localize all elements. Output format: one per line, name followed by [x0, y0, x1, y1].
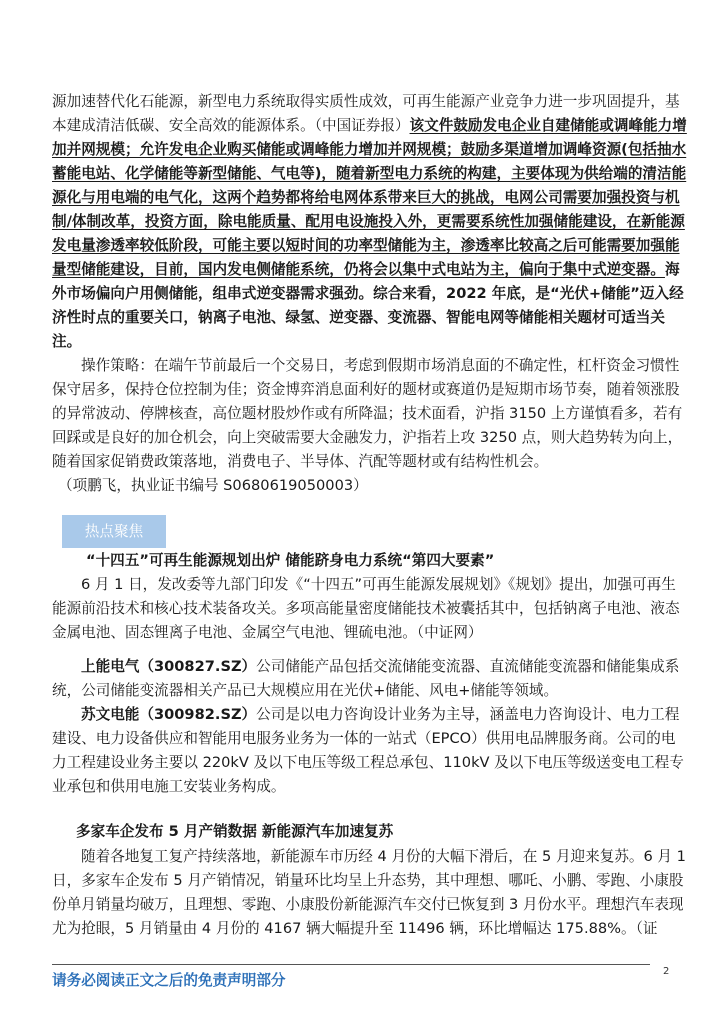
policy-paragraph — [52, 90, 687, 354]
footer-divider — [52, 964, 650, 965]
hot1-company2 — [52, 703, 687, 799]
strategy-author — [58, 474, 693, 498]
hot2-body — [52, 845, 687, 941]
hot1-body — [52, 573, 687, 645]
author-note: （项鹏飞，执业证书编号 S0680619050003） — [58, 477, 368, 494]
company1-text: 公司储能产品包括交流储能变流器、直流储能变流器和储能集成系统，公司储能变流器相关产品已大规模应用在光伏+储能、风电+储能等领域。 — [52, 658, 680, 699]
policy-emphasis: 海外市场偏向户用侧储能，组串式逆变器需求强劲。综合来看，2022 年底，是“光伏+储能”迈入经济性时点的重要关口，钠离子电池、绿氢、逆变器、变流器、智能电网等储能相关题材可适当关注。 — [52, 261, 684, 350]
strategy-paragraph — [52, 354, 687, 474]
page-number: 2 — [663, 966, 670, 977]
hot1-body-text: 6 月 1 日，发改委等九部门印发《“十四五”可再生能源发展规划》《规划》提出，加强可再生能源前沿技术和核心技术装备攻关。多项高能量密度储能技术被囊括其中，包括钠离子电池、液态金属电池、固态锂离子电池、金属空气电池、锂硫电池。（中证网） — [52, 576, 680, 641]
company2-text: 公司是以电力咨询设计业务为主导，涵盖电力咨询设计、电力工程建设、电力设备供应和智能用电服务业务为一体的一站式（EPCO）供用电品牌服务商。公司的电力工程建设业务主要以 220kV 及以下电压等级工程总承包、110kV 及以下电压等级送变电工程专业承包和供用电施工安装业务构成。 — [52, 706, 684, 795]
policy-emphasis-underlined: 该文件鼓励发电企业自建储能或调峰能力增加并网规模；允许发电企业购买储能或调峰能力增加并网规模；鼓励多渠道增加调峰资源(包括抽水蓄能电站、化学储能等新型储能、气电等)，随着新型电力系统的构建，主要体现为供给端的清洁能源化与用电端的电气化，这两个趋势都将给电网体系带来巨大的挑战，电网公司需要加强投资与机制/体制改革，投资方面，除电能质量、配用电设施投入外，更需要系统性加强储能建设，在新能源发电量渗透率较低阶段，可能主要以短时间的功率型储能为主，渗透率比较高之后可能需要加强能量型储能建设，目前，国内发电侧储能系统，仍将会以集中式电站为主，偏向于集中式逆变器。 — [52, 117, 687, 278]
policy-lead-text: 源加速替代化石能源，新型电力系统取得实质性成效，可再生能源产业竞争力进一步巩固提升，基本建成清洁低碳、安全高效的能源体系。（中国证券报） — [52, 93, 680, 134]
company2-name: 苏文电能（300982.SZ） — [81, 706, 257, 723]
hot1-company1 — [52, 655, 687, 703]
company1-name: 上能电气（300827.SZ） — [81, 658, 257, 675]
strategy-text: 操作策略：在端午节前最后一个交易日，考虑到假期市场消息面的不确定性，杠杆资金习惯性保守居多，保持仓位控制为佳；资金博弈消息面利好的题材或赛道仍是短期市场节奏，随着领涨股的异常波动、停牌核查，高位题材股炒作或有所降温；技术面看，沪指 3150 上方谨慎看多，若有回踩或是良好的加仓机会，向上突破需要大金融发力，沪指若上攻 3250 点，则大趋势转为向上，随着国家促销费政策落地，消费电子、半导体、汽配等题材或有结构性机会。 — [52, 357, 683, 470]
hot2-title: 多家车企发布 5 月产销数据 新能源汽车加速复苏 — [76, 823, 394, 840]
footer-disclaimer: 请务必阅读正文之后的免责声明部分 — [52, 972, 286, 989]
hot1-title: “十四五”可再生能源规划出炉 储能跻身电力系统“第四大要素” — [86, 552, 495, 569]
section-tag-hot-focus: 热点聚焦 — [62, 515, 166, 548]
hot2-body-text: 随着各地复工复产持续落地，新能源车市历经 4 月份的大幅下滑后，在 5 月迎来复苏。6 月 1 日，多家车企发布 5 月产销情况，销量环比均呈上升态势，其中理想、哪吒、小鹏、零跑、小康股份单月销量均破万，且理想、零跑、小康股份新能源汽车交付已恢复到 3 月份水平。理想汽车表现尤为抢眼，5 月销量由 4 月份的 4167 辆大幅提升至 11496 辆，环比增幅达 175.88%。（证 — [52, 848, 686, 937]
